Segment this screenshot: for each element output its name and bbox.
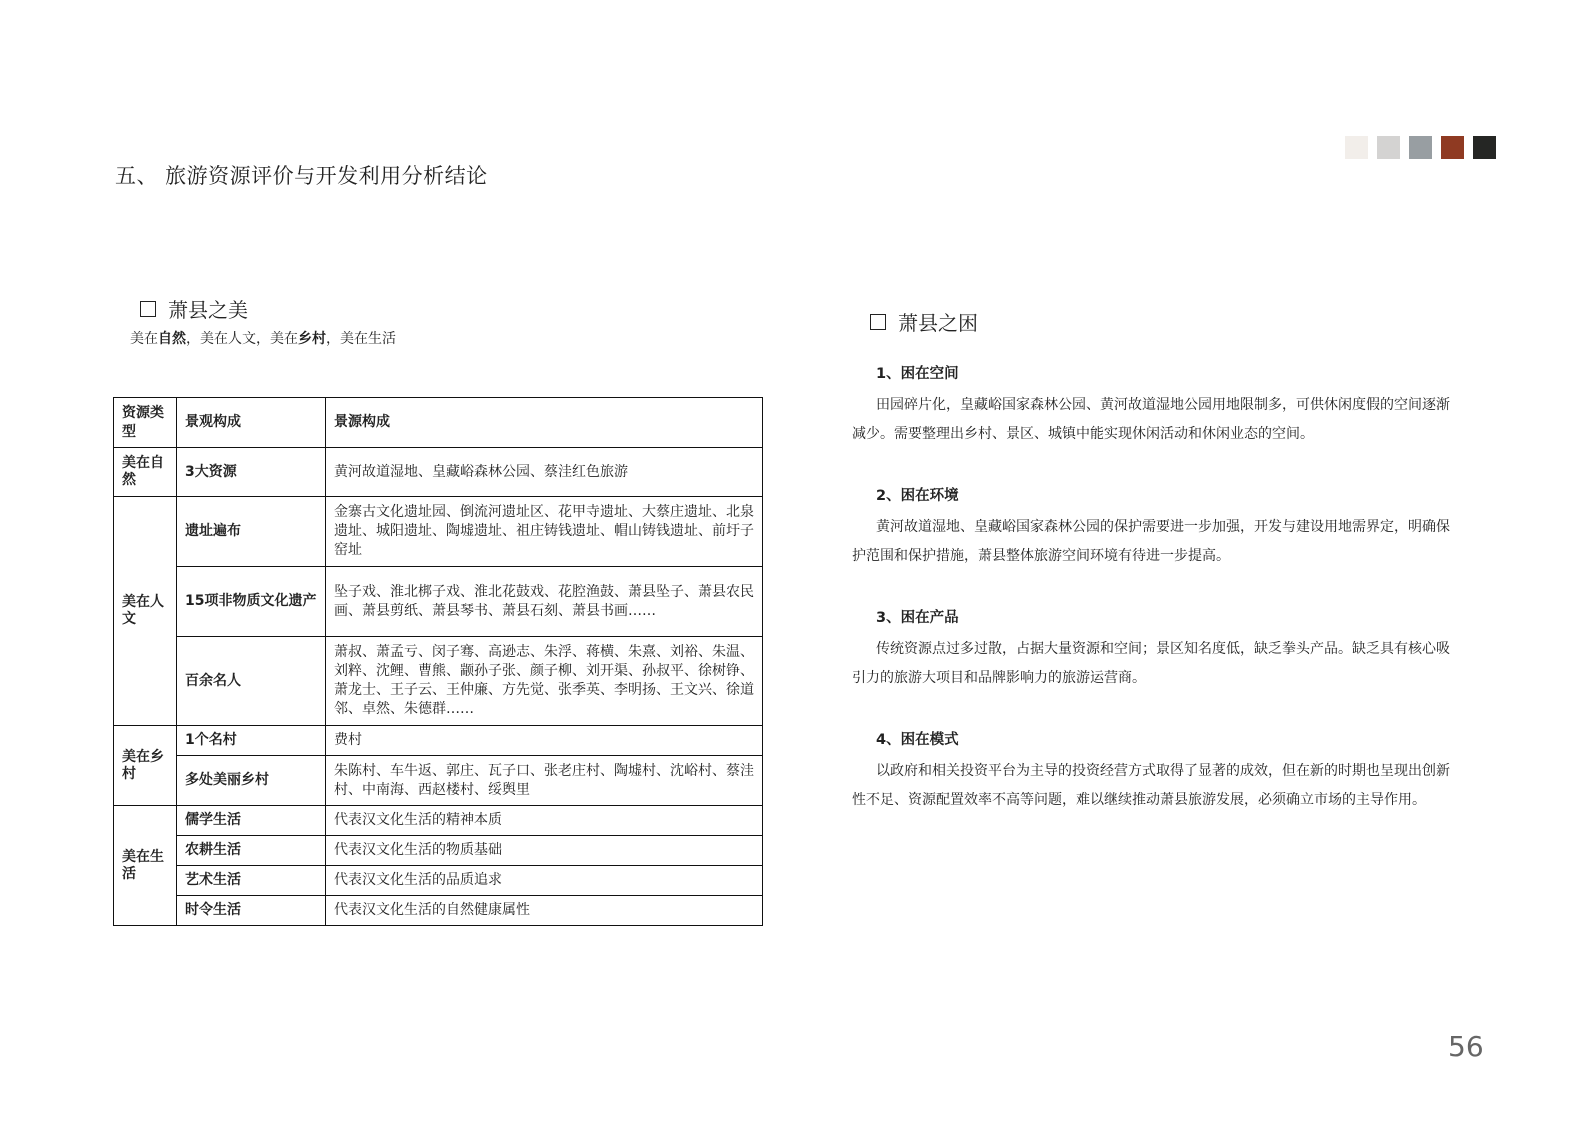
subtitle-part: ，美在生活 xyxy=(326,331,396,347)
category-cell: 美在自然 xyxy=(114,448,177,497)
color-swatch xyxy=(1377,136,1400,159)
checkbox-square-icon xyxy=(140,301,156,317)
subtitle-emphasis: 乡村 xyxy=(298,331,326,347)
page-number: 56 xyxy=(1448,1030,1484,1063)
subtitle-emphasis: 自然 xyxy=(158,331,186,347)
problem-item xyxy=(852,362,1462,448)
problem-item xyxy=(852,606,1462,692)
subtitle-part: 美在 xyxy=(130,331,158,347)
checkbox-square-icon xyxy=(870,314,886,330)
problems-list xyxy=(852,362,1462,850)
problem-text: 以政府和相关投资平台为主导的投资经营方式取得了显著的成效，但在新的时期也呈现出创新性不足、资源配置效率不高等问题，难以继续推动萧县旅游发展，必须确立市场的主导作用。 xyxy=(852,763,1450,808)
problem-text: 传统资源点过多过散，占据大量资源和空间；景区知名度低，缺乏拳头产品。缺乏具有核心吸引力的旅游大项目和品牌影响力的旅游运营商。 xyxy=(852,641,1450,686)
section-title-text: 萧县之美 xyxy=(168,298,248,322)
column-header: 景观构成 xyxy=(177,398,326,448)
table-row xyxy=(114,567,763,637)
source-cell: 坠子戏、淮北梆子戏、淮北花鼓戏、花腔渔鼓、萧县坠子、萧县农民画、萧县剪纸、萧县琴书、萧县石刻、萧县书画…… xyxy=(326,567,763,637)
source-cell: 代表汉文化生活的品质追求 xyxy=(326,866,763,896)
source-cell: 黄河故道湿地、皇藏峪森林公园、蔡洼红色旅游 xyxy=(326,448,763,497)
page-title: 五、 旅游资源评价与开发利用分析结论 xyxy=(115,164,488,188)
item-cell: 遗址遍布 xyxy=(177,497,326,567)
table-row xyxy=(114,836,763,866)
table-row xyxy=(114,896,763,926)
source-cell: 费村 xyxy=(326,726,763,756)
color-swatch xyxy=(1345,136,1368,159)
section-title-text: 萧县之困 xyxy=(898,311,978,335)
table-header-row xyxy=(114,398,763,448)
item-cell: 百余名人 xyxy=(177,637,326,726)
source-cell: 代表汉文化生活的自然健康属性 xyxy=(326,896,763,926)
problem-text: 黄河故道湿地、皇藏峪国家森林公园的保护需要进一步加强，开发与建设用地需界定，明确保护范围和保护措施，萧县整体旅游空间环境有待进一步提高。 xyxy=(852,519,1450,564)
table-row xyxy=(114,637,763,726)
problem-heading: 2、困在环境 xyxy=(876,488,959,504)
section-title-beauty xyxy=(140,294,248,323)
problem-item xyxy=(852,484,1462,570)
problem-item xyxy=(852,728,1462,814)
table-row xyxy=(114,497,763,567)
section-title-difficulty xyxy=(870,307,978,336)
source-cell: 代表汉文化生活的物质基础 xyxy=(326,836,763,866)
color-swatch xyxy=(1473,136,1496,159)
category-cell: 美在乡村 xyxy=(114,726,177,806)
subtitle-part: ，美在人文，美在 xyxy=(186,331,298,347)
source-cell: 萧叔、萧孟亏、闵子骞、高逊志、朱浮、蒋横、朱熹、刘裕、朱温、刘粹、沈鲤、曹熊、颛孙子张、颜子柳、刘开渠、孙叔平、徐树铮、萧龙士、王子云、王仲廉、方先觉、张季英、李明扬、王文兴、徐道邻、卓然、朱德群…… xyxy=(326,637,763,726)
color-swatch xyxy=(1409,136,1432,159)
item-cell: 时令生活 xyxy=(177,896,326,926)
table-row xyxy=(114,806,763,836)
problem-text: 田园碎片化，皇藏峪国家森林公园、黄河故道湿地公园用地限制多，可供休闲度假的空间逐渐减少。需要整理出乡村、景区、城镇中能实现休闲活动和休闲业态的空间。 xyxy=(852,397,1450,442)
category-cell: 美在生活 xyxy=(114,806,177,926)
table-row xyxy=(114,756,763,806)
source-cell: 朱陈村、车牛返、郭庄、瓦子口、张老庄村、陶墟村、沈峪村、蔡洼村、中南海、西赵楼村、绥舆里 xyxy=(326,756,763,806)
item-cell: 农耕生活 xyxy=(177,836,326,866)
item-cell: 1个名村 xyxy=(177,726,326,756)
source-cell: 金寨古文化遗址园、倒流河遗址区、花甲寺遗址、大蔡庄遗址、北泉遗址、城阳遗址、陶墟遗址、祖庄铸钱遗址、帽山铸钱遗址、前圩子窑址 xyxy=(326,497,763,567)
item-cell: 儒学生活 xyxy=(177,806,326,836)
problem-heading: 3、困在产品 xyxy=(876,610,959,626)
color-swatches xyxy=(1345,136,1496,159)
column-header: 资源类型 xyxy=(114,398,177,448)
section-subtitle xyxy=(130,328,396,348)
table-row xyxy=(114,448,763,497)
item-cell: 15项非物质文化遗产 xyxy=(177,567,326,637)
item-cell: 3大资源 xyxy=(177,448,326,497)
source-cell: 代表汉文化生活的精神本质 xyxy=(326,806,763,836)
resource-table xyxy=(113,397,763,926)
table-row xyxy=(114,866,763,896)
category-cell: 美在人文 xyxy=(114,497,177,726)
table-row xyxy=(114,726,763,756)
column-header: 景源构成 xyxy=(326,398,763,448)
item-cell: 艺术生活 xyxy=(177,866,326,896)
item-cell: 多处美丽乡村 xyxy=(177,756,326,806)
problem-heading: 4、困在模式 xyxy=(876,732,959,748)
problem-heading: 1、困在空间 xyxy=(876,366,959,382)
color-swatch xyxy=(1441,136,1464,159)
